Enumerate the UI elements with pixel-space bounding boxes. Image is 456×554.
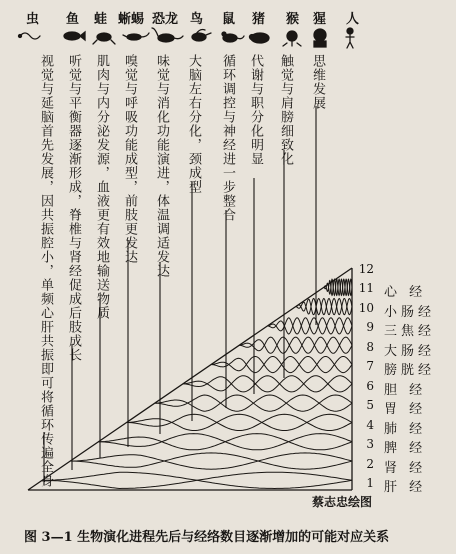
meridian-wave-2 <box>70 453 352 469</box>
animal-label-monkey: 猴 <box>286 12 300 27</box>
animal-label-human: 人 <box>346 12 360 27</box>
stage-text-9: 触觉与肩膀细致化 <box>278 54 293 166</box>
stage-text-6: 大脑左右分化，颈成型 <box>186 54 201 194</box>
stage-connector-lines <box>44 106 316 485</box>
meridian-number-9: 9 <box>366 320 374 334</box>
meridian-wave-mirror-6 <box>183 376 352 392</box>
meridian-name-heart: 心 经 <box>384 285 427 300</box>
meridian-wave-8 <box>239 337 352 353</box>
meridian-name-spleen: 脾 经 <box>384 441 427 456</box>
animal-label-lizard: 蜥蜴 <box>118 12 145 27</box>
meridian-wave-mirror-1 <box>42 472 352 488</box>
meridian-name-stomach: 胃 经 <box>384 402 427 417</box>
animal-label-worm: 虫 <box>26 12 40 27</box>
meridian-number-6: 6 <box>366 379 374 393</box>
meridian-number-4: 4 <box>366 418 374 432</box>
stage-text-1: 视觉与延脑首先发展，因共振腔小，单频心肝共振即可将循环传遍全身 <box>38 54 53 488</box>
meridian-name-gallbladder: 胆 经 <box>384 383 427 398</box>
meridian-number-8: 8 <box>366 340 374 354</box>
animal-label-bird: 鸟 <box>190 12 204 27</box>
meridian-wave-mirror-8 <box>239 337 352 353</box>
stage-text-2: 听觉与平衡器逐渐形成，脊椎与肾经促成后肢成长 <box>66 54 81 362</box>
meridian-number-12: 12 <box>358 262 374 276</box>
meridian-number-11: 11 <box>358 281 374 295</box>
animal-label-dinosaur: 恐龙 <box>152 12 179 27</box>
stage-text-5: 味觉与消化功能演进，体温调适发达 <box>154 54 169 278</box>
stage-text-10: 思维发展 <box>310 54 325 110</box>
meridian-number-2: 2 <box>366 457 374 471</box>
animal-label-frog: 蛙 <box>94 12 108 27</box>
animal-label-ape: 猩 <box>313 12 327 27</box>
meridian-number-3: 3 <box>366 437 374 451</box>
meridian-name-triple-burner: 三焦经 <box>384 324 436 339</box>
meridian-name-kidney: 肾 经 <box>384 461 427 476</box>
stage-text-8: 代谢与职分化明显 <box>248 54 263 166</box>
triangle-frame <box>28 268 352 490</box>
animal-label-pig: 猪 <box>252 12 266 27</box>
stage-text-4: 嗅觉与呼吸功能成型，前肢更发达 <box>122 54 137 264</box>
meridian-wave-mirror-9 <box>268 318 353 334</box>
meridian-wave-mirror-5 <box>155 395 352 411</box>
illustrator-credit: 蔡志忠绘图 <box>312 495 373 509</box>
meridian-name-liver: 肝 经 <box>384 480 427 495</box>
meridian-name-lung: 肺 经 <box>384 422 427 437</box>
meridian-name-large-intestine: 大肠经 <box>384 344 436 359</box>
triangle-hypotenuse <box>28 268 352 490</box>
meridian-number-5: 5 <box>366 398 374 412</box>
figure-caption: 图 3—1 生物演化进程先后与经络数目逐渐增加的可能对应关系 <box>24 530 390 545</box>
meridian-wave-mirror-2 <box>70 453 352 469</box>
meridian-name-small-intestine: 小肠经 <box>384 305 436 320</box>
meridian-number-1: 1 <box>366 476 374 490</box>
meridian-waves <box>42 279 352 488</box>
stage-text-7: 循环调控与神经进一步整合 <box>220 54 235 222</box>
animal-label-fish: 鱼 <box>66 12 80 27</box>
stage-text-3: 肌肉与内分泌发源，血液更有效地输送物质 <box>94 54 109 320</box>
meridian-number-7: 7 <box>366 359 374 373</box>
meridian-wave-6 <box>183 376 352 392</box>
meridian-wave-mirror-3 <box>98 434 352 450</box>
meridian-name-bladder: 膀胱经 <box>384 363 436 378</box>
animal-label-mouse: 鼠 <box>222 12 236 27</box>
meridian-number-10: 10 <box>358 301 374 315</box>
meridian-wave-mirror-7 <box>211 357 352 373</box>
